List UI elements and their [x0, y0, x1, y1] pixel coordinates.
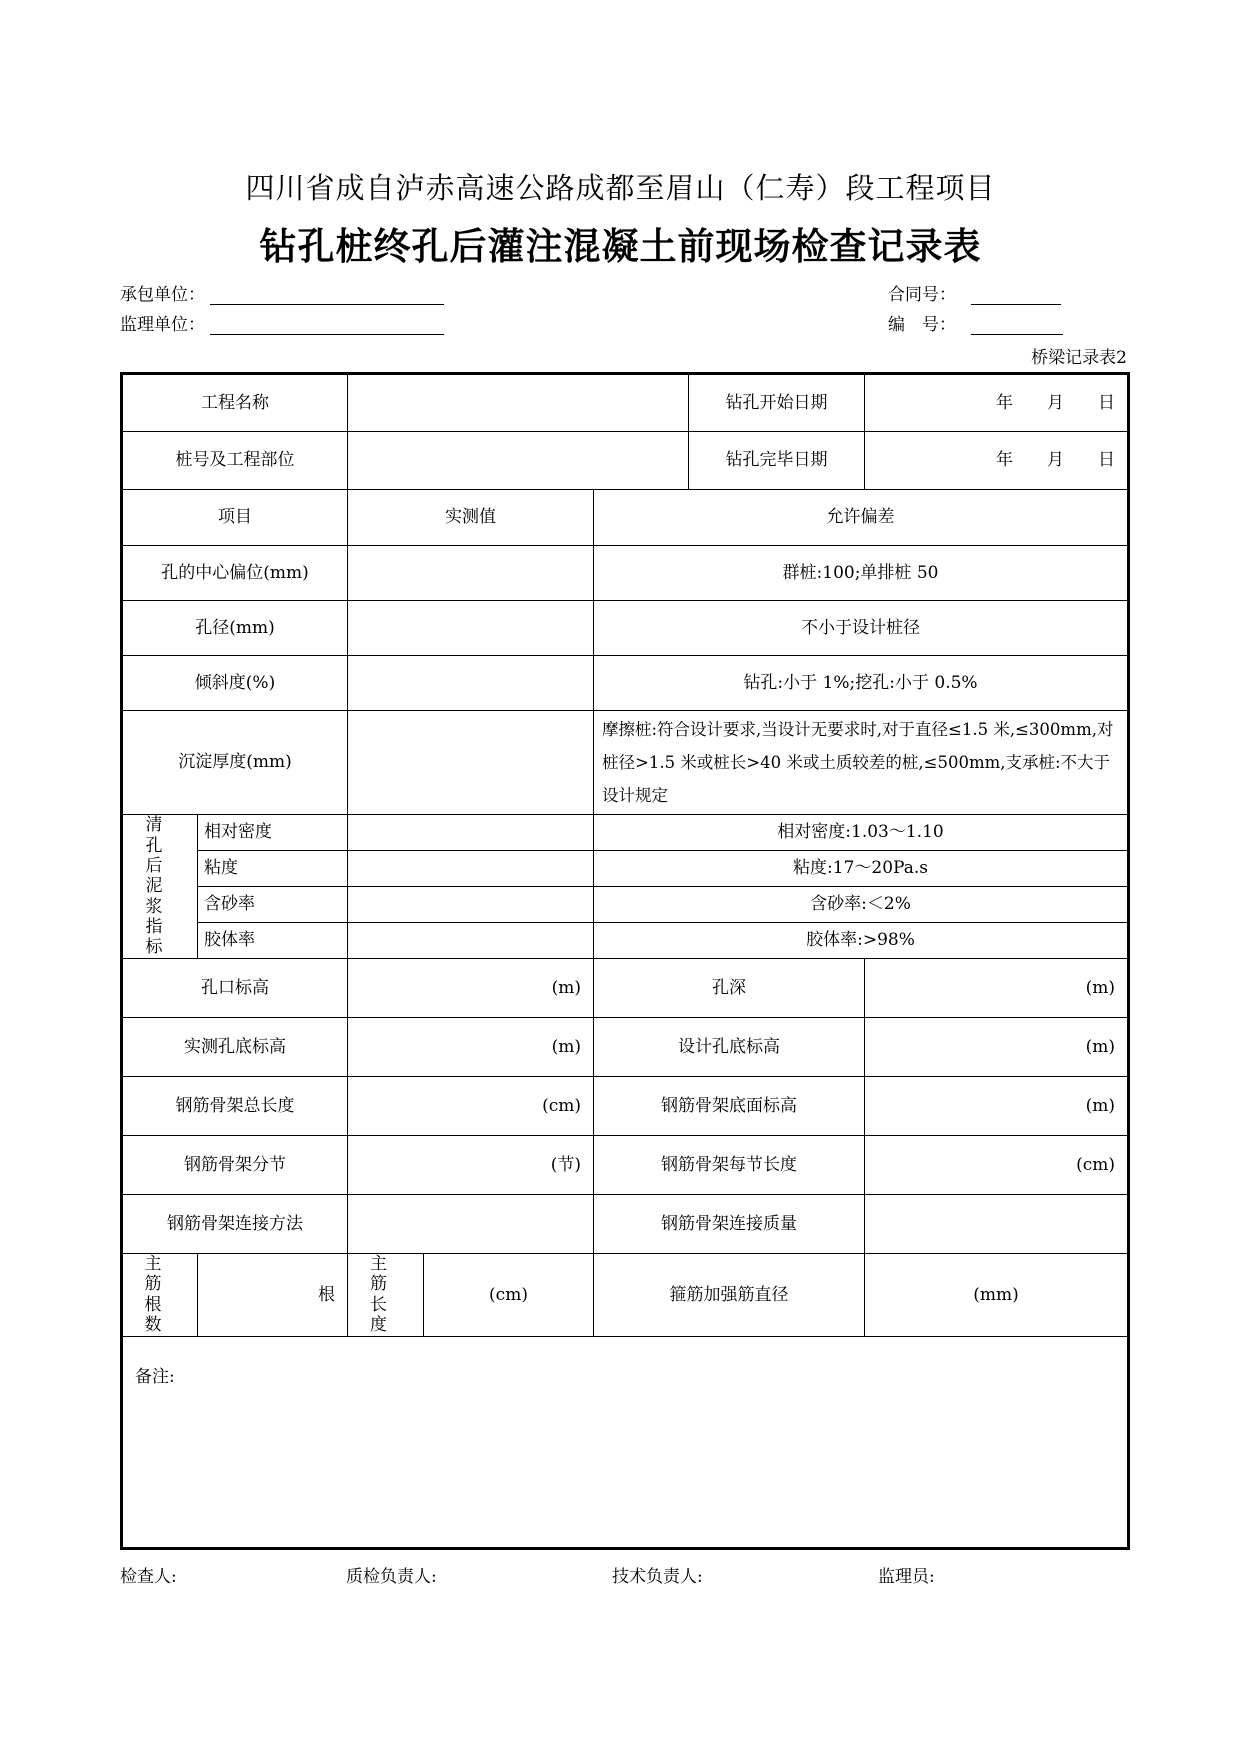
cage-sections-value[interactable]: (节)	[348, 1136, 594, 1195]
table-row	[122, 601, 1129, 656]
hole-depth-value[interactable]: (m)	[865, 959, 1129, 1018]
main-bar-count-value[interactable]: 根	[198, 1254, 348, 1337]
design-bottom-elev-label: 设计孔底标高	[594, 1018, 865, 1077]
cage-total-length-label: 钢筋骨架总长度	[122, 1077, 348, 1136]
slurry-group-label: 清 孔 后 泥 浆 指 标	[122, 815, 198, 959]
main-bar-count-label: 主 筋 根 数	[122, 1254, 198, 1337]
cage-section-length-label: 钢筋骨架每节长度	[594, 1136, 865, 1195]
row-item: 孔的中心偏位(mm)	[122, 546, 348, 601]
remarks-label: 备注:	[135, 1366, 175, 1387]
measured-bottom-elev-value[interactable]: (m)	[348, 1018, 594, 1077]
slurry-item: 含砂率	[198, 887, 348, 923]
table-row	[122, 711, 1129, 815]
pile-location-value[interactable]	[348, 432, 689, 490]
inspector-label: 检查人:	[120, 1567, 177, 1587]
contractor-input-line[interactable]	[210, 288, 444, 305]
slurry-item: 胶体率	[198, 923, 348, 959]
row-tolerance: 不小于设计桩径	[594, 601, 1129, 656]
col-measured-header: 实测值	[348, 490, 594, 546]
table-row	[122, 1136, 1129, 1195]
drill-start-label: 钻孔开始日期	[689, 374, 865, 432]
cage-connection-quality-label: 钢筋骨架连接质量	[594, 1195, 865, 1254]
slurry-tolerance: 胶体率:>98%	[594, 923, 1129, 959]
drill-end-label: 钻孔完毕日期	[689, 432, 865, 490]
slurry-measured-value[interactable]	[348, 923, 594, 959]
hole-depth-label: 孔深	[594, 959, 865, 1018]
table-row	[122, 959, 1129, 1018]
serial-no-label: 编 号：	[888, 315, 956, 335]
table-row	[122, 851, 1129, 887]
cage-sections-label: 钢筋骨架分节	[122, 1136, 348, 1195]
supervisor-input-line[interactable]	[210, 318, 444, 335]
supervisor-field	[120, 310, 444, 335]
cage-total-length-value[interactable]: (cm)	[348, 1077, 594, 1136]
cage-connection-method-label: 钢筋骨架连接方法	[122, 1195, 348, 1254]
col-tolerance-header: 允许偏差	[594, 490, 1129, 546]
row-measured-value[interactable]	[348, 711, 594, 815]
table-row	[122, 887, 1129, 923]
slurry-item: 相对密度	[198, 815, 348, 851]
main-bar-length-label: 主 筋 长 度	[348, 1254, 424, 1337]
project-name-label: 工程名称	[122, 374, 348, 432]
measured-bottom-elev-label: 实测孔底标高	[122, 1018, 348, 1077]
remarks-cell[interactable]	[122, 1336, 1129, 1548]
cage-section-length-value[interactable]: (cm)	[865, 1136, 1129, 1195]
slurry-measured-value[interactable]	[348, 815, 594, 851]
slurry-item: 粘度	[198, 851, 348, 887]
row-measured-value[interactable]	[348, 656, 594, 711]
row-tolerance: 摩擦桩:符合设计要求,当设计无要求时,对于直径≤1.5 米,≤300mm,对桩径>1.5 米或桩长>40 米或土质较差的桩,≤500mm,支承桩:不大于设计规定	[594, 711, 1129, 815]
table-row	[122, 923, 1129, 959]
cage-bottom-elev-value[interactable]: (m)	[865, 1077, 1129, 1136]
table-row	[122, 1195, 1129, 1254]
slurry-tolerance: 相对密度:1.03～1.10	[594, 815, 1129, 851]
supervisor-sign-label: 监理员:	[878, 1567, 935, 1587]
table-row	[122, 1018, 1129, 1077]
main-bar-length-value[interactable]: (cm)	[424, 1254, 594, 1337]
inspection-record-table	[120, 372, 1130, 1550]
contractor-field	[120, 280, 444, 305]
cage-connection-quality-value[interactable]	[865, 1195, 1129, 1254]
design-bottom-elev-value[interactable]: (m)	[865, 1018, 1129, 1077]
slurry-measured-value[interactable]	[348, 851, 594, 887]
row-item: 倾斜度(%)	[122, 656, 348, 711]
slurry-measured-value[interactable]	[348, 887, 594, 923]
table-row	[122, 432, 1129, 490]
table-row	[122, 546, 1129, 601]
row-tolerance: 钻孔:小于 1%;挖孔:小于 0.5%	[594, 656, 1129, 711]
form-title: 钻孔桩终孔后灌注混凝土前现场检查记录表	[259, 225, 982, 268]
serial-no-field	[888, 310, 1063, 335]
serial-no-input-line[interactable]	[971, 318, 1063, 335]
hole-top-elev-value[interactable]: (m)	[348, 959, 594, 1018]
hole-top-elev-label: 孔口标高	[122, 959, 348, 1018]
table-row	[122, 1336, 1129, 1548]
drill-end-date[interactable]: 年 月 日	[865, 432, 1129, 490]
qc-lead-label: 质检负责人:	[346, 1567, 437, 1587]
tech-lead-label: 技术负责人:	[612, 1567, 703, 1587]
contract-no-field	[888, 280, 1061, 305]
slurry-tolerance: 含砂率:＜2%	[594, 887, 1129, 923]
project-title: 四川省成自泸赤高速公路成都至眉山（仁寿）段工程项目	[245, 171, 996, 205]
slurry-tolerance: 粘度:17～20Pa.s	[594, 851, 1129, 887]
drill-start-date[interactable]: 年 月 日	[865, 374, 1129, 432]
row-tolerance: 群桩:100;单排桩 50	[594, 546, 1129, 601]
project-name-value[interactable]	[348, 374, 689, 432]
col-item-header: 项目	[122, 490, 348, 546]
contract-no-label: 合同号：	[888, 285, 956, 305]
row-measured-value[interactable]	[348, 601, 594, 656]
stirrup-diameter-label: 箍筋加强筋直径	[594, 1254, 865, 1337]
stirrup-diameter-value[interactable]: (mm)	[865, 1254, 1129, 1337]
row-item: 沉淀厚度(mm)	[122, 711, 348, 815]
table-row	[122, 1077, 1129, 1136]
table-row	[122, 1254, 1129, 1337]
table-row	[122, 815, 1129, 851]
table-row	[122, 374, 1129, 432]
contract-no-input-line[interactable]	[971, 288, 1061, 305]
cage-connection-method-value[interactable]	[348, 1195, 594, 1254]
cage-bottom-elev-label: 钢筋骨架底面标高	[594, 1077, 865, 1136]
pile-location-label: 桩号及工程部位	[122, 432, 348, 490]
row-item: 孔径(mm)	[122, 601, 348, 656]
form-code: 桥梁记录表2	[1031, 348, 1127, 368]
supervisor-label: 监理单位：	[120, 315, 205, 335]
table-header-row	[122, 490, 1129, 546]
contractor-label: 承包单位：	[120, 285, 205, 305]
row-measured-value[interactable]	[348, 546, 594, 601]
table-row	[122, 656, 1129, 711]
